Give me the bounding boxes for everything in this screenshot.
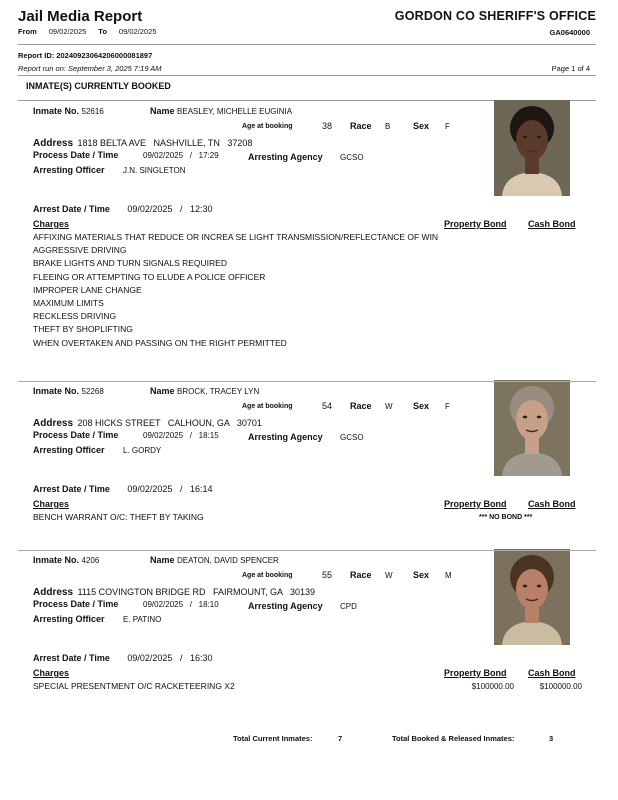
property-bond-value: $100000.00: [471, 682, 514, 691]
inmate-number-row: [33, 555, 99, 565]
inmate-name: DEATON, DAVID SPENCER: [177, 556, 279, 565]
process-time: 17:29: [198, 151, 219, 160]
cash-bond-header: Cash Bond: [528, 499, 576, 509]
arrest-date: 09/02/2025: [127, 484, 173, 494]
property-bond-header: Property Bond: [444, 219, 507, 229]
photo-eye-left: [523, 416, 527, 419]
charge-item: BRAKE LIGHTS AND TURN SIGNALS REQUIRED: [33, 258, 227, 269]
arrest-time: 16:14: [189, 484, 213, 494]
process-label: Process Date / Time: [33, 599, 119, 609]
page-number: Page 1 of 4: [551, 64, 590, 73]
agency-label: Arresting Agency: [248, 601, 323, 611]
address-row: [33, 133, 252, 151]
header-divider: [18, 44, 596, 45]
charges-list: [33, 511, 443, 524]
report-run-on: Report run on: September 3, 2025 7:19 AM: [18, 64, 162, 73]
inmate-age: 55: [322, 570, 333, 580]
mugshot-photo: [494, 549, 570, 645]
arrest-label: Arrest Date / Time: [33, 484, 110, 494]
process-date: 09/02/2025: [143, 431, 184, 440]
charges-list: [33, 231, 443, 350]
address-row: [33, 582, 315, 600]
arrest-slash: /: [179, 484, 183, 494]
inmate-address: 1115 COVINGTON BRIDGE RD FAIRMOUNT, GA 30139: [77, 587, 316, 597]
inmate-race: W: [385, 402, 393, 411]
date-range: [18, 27, 156, 36]
inmate-sex: F: [445, 402, 450, 411]
arresting-agency: CPD: [340, 602, 357, 611]
property-bond-header: Property Bond: [444, 668, 507, 678]
charge-item: WHEN OVERTAKEN AND PASSING ON THE RIGHT PERMITTED: [33, 337, 287, 348]
charges-list: [33, 680, 443, 693]
inmate-divider: [18, 381, 596, 382]
race-label: Race: [350, 401, 372, 411]
photo-eye-left: [523, 585, 527, 588]
arrest-row: [33, 204, 213, 214]
from-date: 09/02/2025: [48, 27, 87, 36]
arrest-row: [33, 484, 213, 494]
inmate-number: 52616: [81, 107, 104, 116]
total-current-label: Total Current Inmates:: [233, 734, 313, 743]
inmate-number-label: Inmate No.: [33, 106, 80, 116]
arrest-time: 12:30: [189, 204, 213, 214]
charge-item: IMPROPER LANE CHANGE: [33, 284, 142, 295]
process-time: 18:15: [198, 431, 219, 440]
inmate-number-row: [33, 106, 104, 116]
arresting-officer: E. PATINO: [123, 615, 162, 624]
inmate-race: B: [385, 122, 391, 131]
to-date: 09/02/2025: [118, 27, 157, 36]
name-label: Name: [150, 106, 175, 116]
charge-item: THEFT BY SHOPLIFTING: [33, 324, 133, 335]
arrest-row: [33, 653, 213, 663]
process-datetime: [143, 431, 219, 440]
process-date: 09/02/2025: [143, 151, 184, 160]
process-slash: /: [189, 151, 192, 160]
process-slash: /: [189, 431, 192, 440]
charge-item: SPECIAL PRESENTMENT O/C RACKETEERING X2: [33, 681, 235, 691]
inmate-race: W: [385, 571, 393, 580]
to-label: To: [98, 27, 107, 36]
officer-label: Arresting Officer: [33, 165, 105, 175]
charge-item: MAXIMUM LIMITS: [33, 298, 104, 309]
inmate-age: 38: [322, 121, 333, 131]
report-title: Jail Media Report: [18, 8, 143, 25]
age-label: Age at booking: [242, 572, 293, 579]
charges-header: Charges: [33, 668, 70, 678]
inmate-address: 1818 BELTA AVE NASHVILLE, TN 37208: [77, 138, 253, 148]
photo-eye-right: [537, 416, 541, 419]
photo-eye-left: [523, 136, 527, 139]
mugshot-image: [494, 100, 570, 196]
mugshot-photo: [494, 380, 570, 476]
inmate-number-row: [33, 386, 104, 396]
inmate-name: BROCK, TRACEY LYN: [177, 387, 260, 396]
address-label: Address: [33, 587, 74, 598]
photo-face: [516, 400, 548, 440]
charge-item: BENCH WARRANT O/C: THEFT BY TAKING: [33, 512, 204, 522]
inmate-number: 52268: [81, 387, 104, 396]
arrest-label: Arrest Date / Time: [33, 653, 110, 663]
mugshot-image: [494, 549, 570, 645]
process-time: 18:10: [198, 600, 219, 609]
sex-label: Sex: [413, 401, 430, 411]
charge-item: RECKLESS DRIVING: [33, 311, 117, 322]
arrest-label: Arrest Date / Time: [33, 204, 110, 214]
arrest-slash: /: [179, 653, 183, 663]
total-booked-released-label: Total Booked & Released Inmates:: [392, 734, 515, 743]
inmate-address: 208 HICKS STREET CALHOUN, GA 30701: [77, 418, 262, 428]
process-datetime: [143, 151, 219, 160]
arrest-date: 09/02/2025: [127, 204, 173, 214]
address-label: Address: [33, 418, 74, 429]
process-slash: /: [189, 600, 192, 609]
inmate-name: BEASLEY, MICHELLE EUGINIA: [177, 107, 293, 116]
cash-bond-value: $100000.00: [539, 682, 582, 691]
sex-label: Sex: [413, 570, 430, 580]
race-label: Race: [350, 121, 372, 131]
inmate-name-row: [150, 386, 259, 396]
section-title: INMATE(S) CURRENTLY BOOKED: [26, 81, 171, 91]
inmate-name-row: [150, 555, 279, 565]
charge-item: FLEEING OR ATTEMPTING TO ELUDE A POLICE OFFICER: [33, 271, 266, 282]
total-current-value: 7: [338, 734, 343, 743]
officer-label: Arresting Officer: [33, 614, 105, 624]
process-label: Process Date / Time: [33, 150, 119, 160]
arresting-agency: GCSO: [340, 433, 364, 442]
arrest-slash: /: [179, 204, 183, 214]
name-label: Name: [150, 386, 175, 396]
cash-bond-header: Cash Bond: [528, 219, 576, 229]
officer-label: Arresting Officer: [33, 445, 105, 455]
total-booked-released-value: 3: [549, 734, 554, 743]
inmate-number-label: Inmate No.: [33, 555, 80, 565]
mugshot-image: [494, 380, 570, 476]
agency-label: Arresting Agency: [248, 432, 323, 442]
agency-code: GA0640000: [549, 28, 590, 37]
process-date: 09/02/2025: [143, 600, 184, 609]
address-label: Address: [33, 138, 74, 149]
arresting-officer: J.N. SINGLETON: [123, 166, 186, 175]
arresting-officer: L. GORDY: [123, 446, 162, 455]
from-label: From: [18, 27, 37, 36]
age-label: Age at booking: [242, 403, 293, 410]
inmate-sex: M: [445, 571, 452, 580]
inmate-name-row: [150, 106, 292, 116]
name-label: Name: [150, 555, 175, 565]
age-label: Age at booking: [242, 123, 293, 130]
race-label: Race: [350, 570, 372, 580]
arrest-time: 16:30: [189, 653, 213, 663]
inmate-age: 54: [322, 401, 333, 411]
mugshot-photo: [494, 100, 570, 196]
process-label: Process Date / Time: [33, 430, 119, 440]
cash-bond-header: Cash Bond: [528, 668, 576, 678]
charge-item: AGGRESSIVE DRIVING: [33, 245, 127, 256]
inmate-number: 4206: [81, 556, 100, 565]
inmate-number-label: Inmate No.: [33, 386, 80, 396]
inmate-sex: F: [445, 122, 450, 131]
photo-eye-right: [537, 585, 541, 588]
report-id: Report ID: 20240923064206000081897: [18, 51, 153, 60]
sex-label: Sex: [413, 121, 430, 131]
arresting-agency: GCSO: [340, 153, 364, 162]
property-bond-header: Property Bond: [444, 499, 507, 509]
agency-label: Arresting Agency: [248, 152, 323, 162]
photo-face: [516, 569, 548, 609]
bond-note: *** NO BOND ***: [479, 514, 533, 521]
charges-header: Charges: [33, 499, 70, 509]
arrest-date: 09/02/2025: [127, 653, 173, 663]
photo-face: [516, 120, 548, 160]
photo-eye-right: [537, 136, 541, 139]
address-row: [33, 413, 262, 431]
inmate-divider: [18, 550, 596, 551]
charge-item: AFFIXING MATERIALS THAT REDUCE OR INCREA SE LIGHT TRANSMISSION/REFLECTANCE OF WIN: [33, 232, 439, 242]
header-divider-2: [18, 75, 596, 76]
process-datetime: [143, 600, 219, 609]
agency-name: GORDON CO SHERIFF'S OFFICE: [394, 9, 596, 23]
charges-header: Charges: [33, 219, 70, 229]
